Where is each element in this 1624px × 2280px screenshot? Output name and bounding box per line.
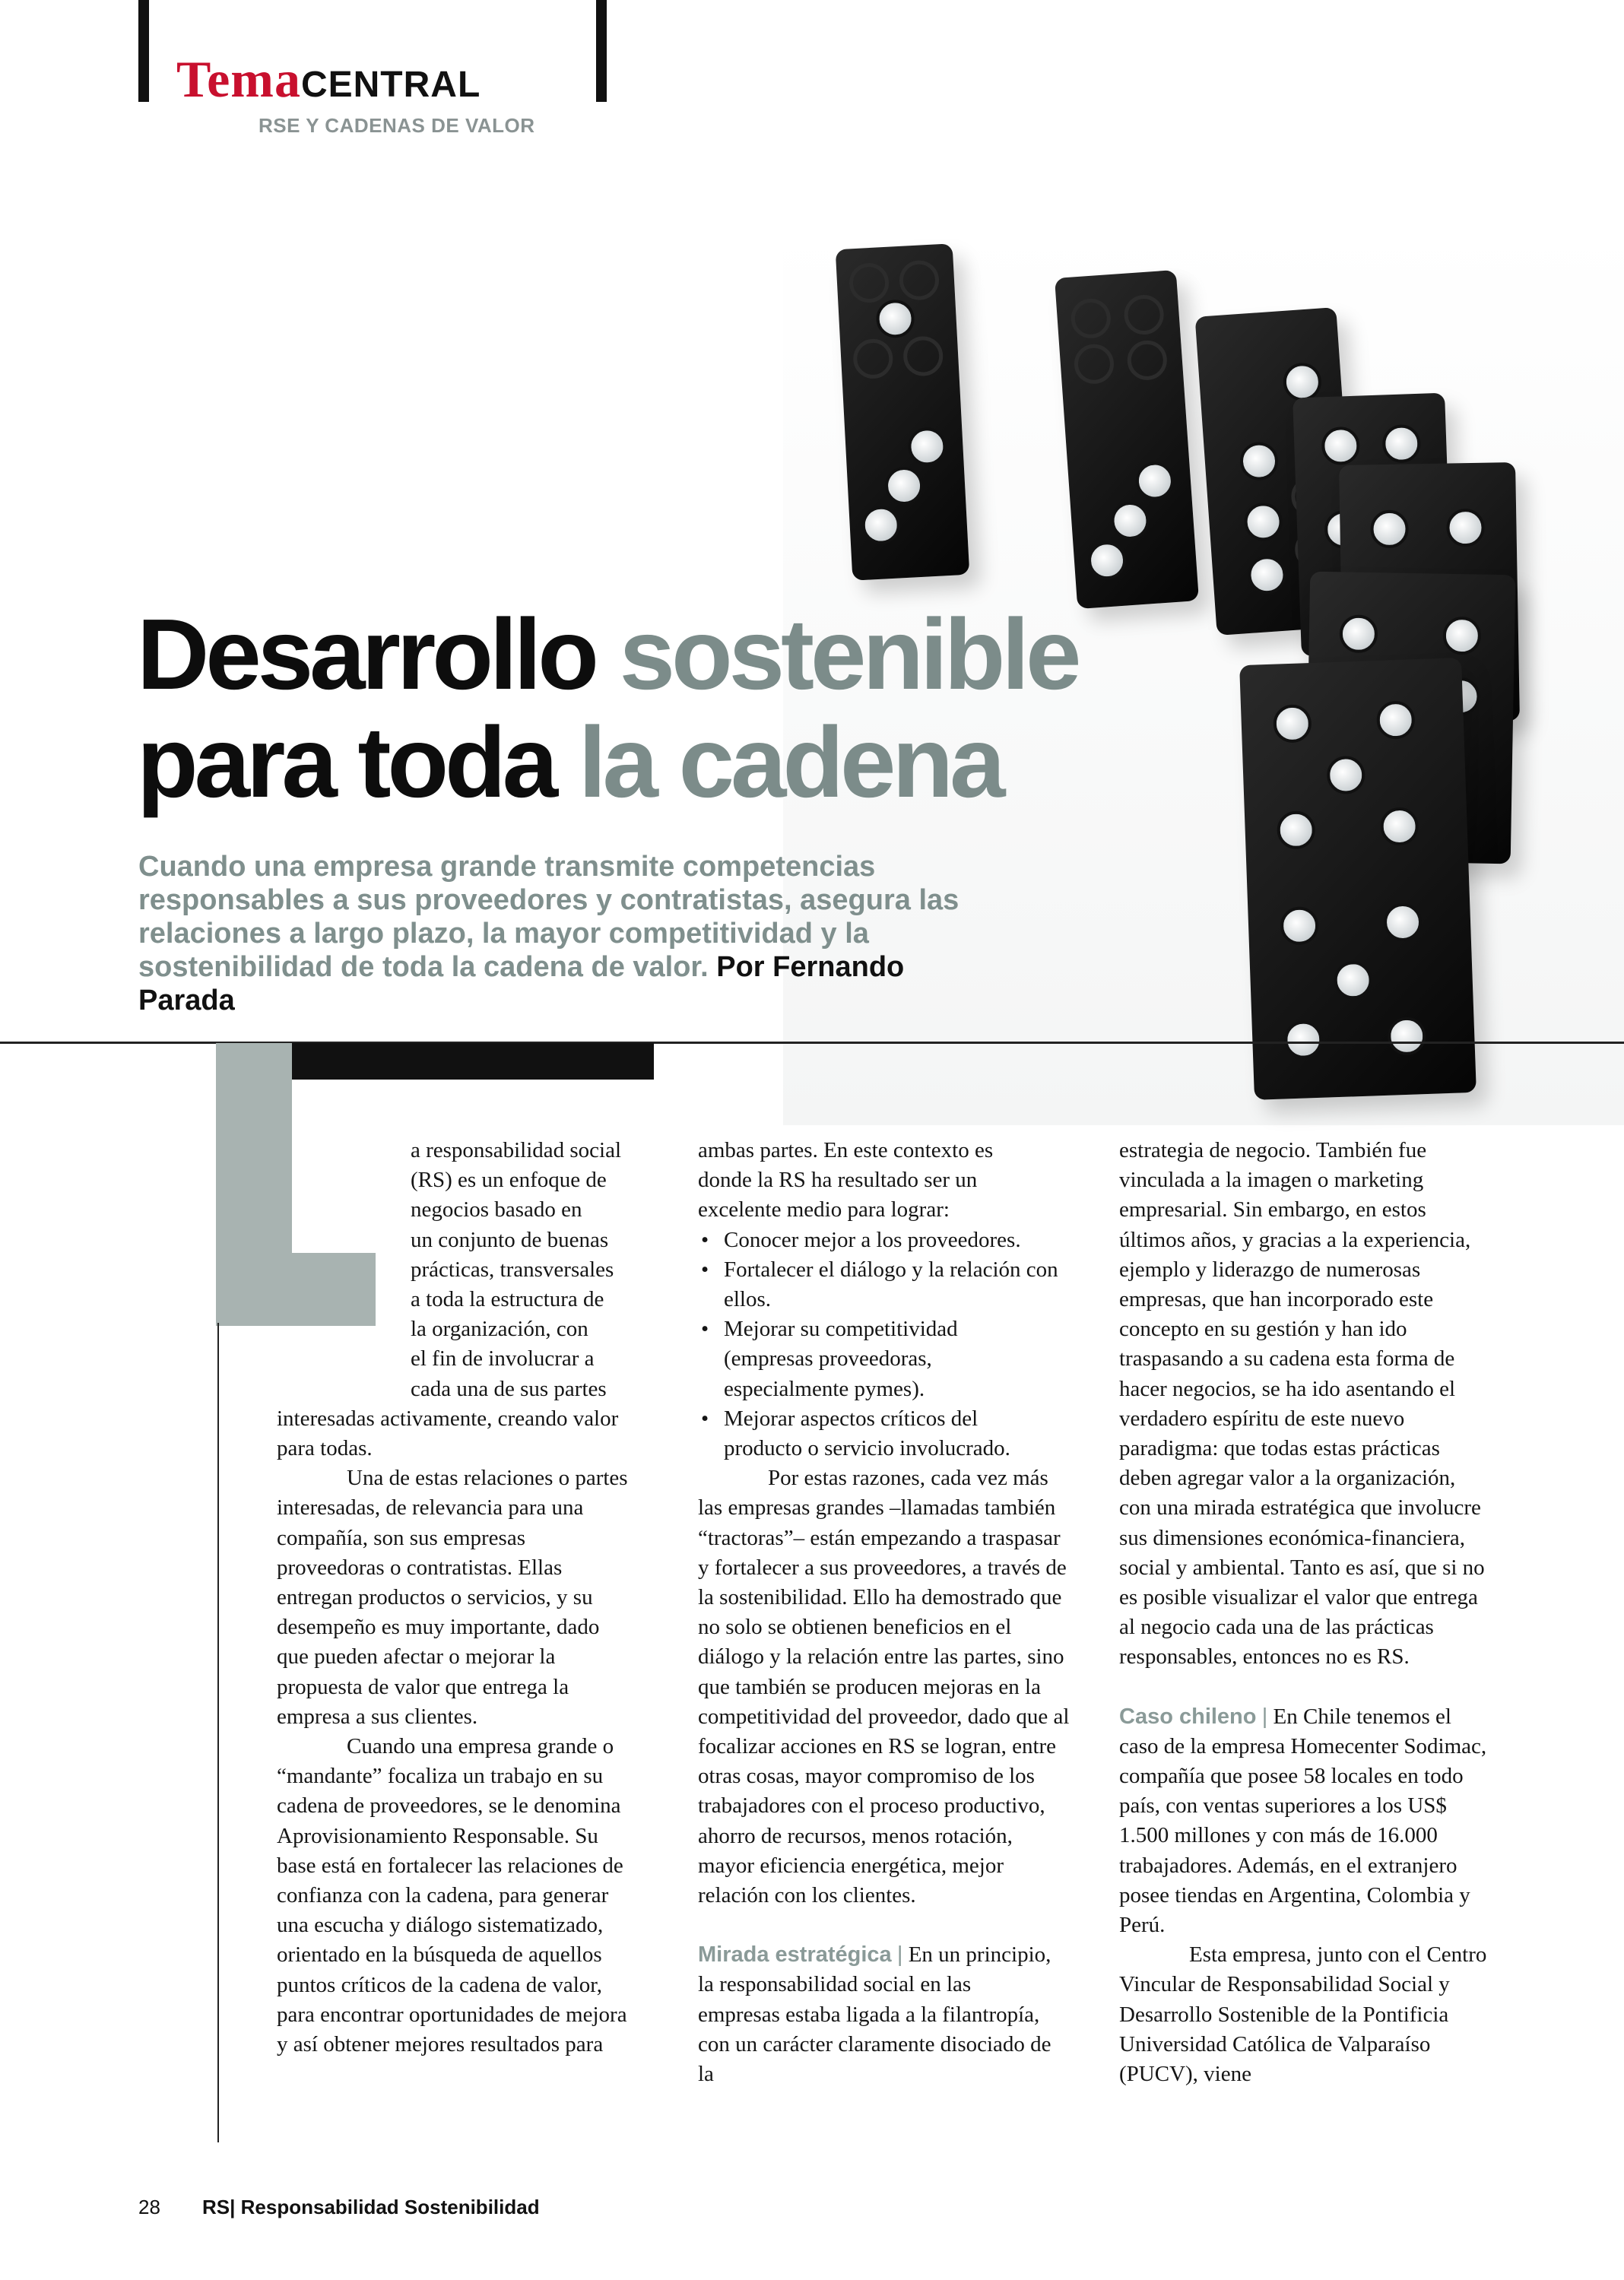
intro-line: prácticas, transversales: [411, 1257, 614, 1282]
subhead-mirada: Mirada estratégica: [698, 1942, 892, 1968]
brand-central: central: [300, 50, 481, 108]
list-item: • Fortalecer el diálogo y la relación con ellos.: [698, 1255, 1058, 1314]
paragraph-text: En Chile tenemos el caso de la empresa Homecenter Sodimac, compañía que posee 58 locales en todo país, con ventas superiores a los US$ 1.500 millones y con más de 16.000 trabajadores. Además, en el extranjero posee tiendas en Argentina, Colombia y Perú.: [1119, 1704, 1487, 1938]
list-item: • Mejorar su competitividad (empresas proveedoras, especialmente pymes).: [698, 1314, 1013, 1404]
intro-line: a responsabilidad social: [411, 1138, 622, 1162]
paragraph: [1119, 1702, 1492, 1941]
intro-line: negocios basado en: [411, 1197, 582, 1222]
title-line1-dark: Desarrollo: [137, 598, 595, 710]
paragraph: Cuando una empresa grande o “mandante” focaliza un trabajo en su cadena de proveedores, se le denomina Aprovisionamiento Responsable. Su base está en fortalecer las relaciones de confianza con la cadena, para generar una escucha y diálogo sistematizado, orientado en la búsqueda de aquellos puntos críticos de la cadena de valor, para encontrar oportunidades de mejora y así obtener mejores resultados para: [277, 1734, 627, 2057]
byline: Por Fernando Parada: [138, 951, 905, 1016]
intro-line: (RS) es un enfoque de: [411, 1168, 607, 1193]
title-line1-accent: sostenible: [619, 598, 1078, 710]
domino-1: [836, 243, 970, 580]
footer-mag-abbr: RS: [202, 2196, 230, 2218]
header-bar-right: [596, 0, 607, 102]
title-line2-accent: la cadena: [578, 706, 1002, 818]
intro-line: la organización, con: [411, 1317, 588, 1342]
column-rule: [217, 1323, 219, 2142]
body-column-3: [1119, 1136, 1499, 2089]
domino-7: [1239, 658, 1477, 1100]
footer-mag-name: Responsabilidad Sostenibilidad: [240, 2196, 540, 2218]
list-item: • Conocer mejor a los proveedores.: [698, 1226, 1071, 1255]
paragraph: [698, 1940, 1055, 2089]
brand-tema: Tema: [176, 50, 301, 108]
paragraph: estrategia de negocio. También fue vinculada a la imagen o marketing empresarial. Sin embargo, en estos últimos años, y gracias a la experiencia, ejemplo y liderazgo de numerosas empresas, que han incorporado este concepto en su gestión y han ido traspasando a su cadena esta forma de hacer negocios, se ha ido asentando el verdadero espíritu de este nuevo paradigma: que todas estas prácticas deben agregar valor a la organización, con una mirada estratégica que involucre sus dimensiones económica-financiera, social y ambiental. Tanto es así, que si no es posible visualizar el valor que entrega al negocio cada una de las prácticas responsables, entonces no es RS.: [1119, 1138, 1485, 1670]
header-bar-left: [138, 0, 149, 102]
paragraph: interesadas activamente, creando valor para todas.: [277, 1406, 619, 1461]
list-item: • Mejorar aspectos críticos del producto o servicio involucrado.: [698, 1404, 1043, 1463]
subhead-separator: |: [896, 1942, 903, 1968]
footer-magazine: [202, 2196, 540, 2219]
article-title: [137, 598, 1078, 818]
title-line2-dark: para toda: [137, 706, 555, 818]
body-column-2: [698, 1136, 1071, 2089]
lede-text: Cuando una empresa grande transmite competencias responsables a sus proveedores y contratistas, asegura las relaciones a largo plazo, la mayor competitividad y la sostenibilidad de toda la cadena de valor.: [138, 851, 959, 983]
article-lede: [138, 850, 990, 1017]
paragraph: Por estas razones, cada vez más las empresas grandes –llamadas también “tractoras”– están empezando a traspasar y fortalecer a sus proveedores, a través de la sostenibilidad. Ello ha demostrado que no solo se obtienen beneficios en el diálogo y la relación entre las partes, sino que también se producen mejoras en la competitividad del proveedor, dado que al focalizar acciones en RS se logran, entre otras cosas, mayor compromiso de los trabajadores con el proceso productivo, ahorro de recursos, menos rotación, mayor eficiencia energética, mejor relación con los clientes.: [698, 1466, 1070, 1908]
paragraph: Una de estas relaciones o partes interesadas, de relevancia para una compañía, son sus empresas proveedoras o contratistas. Ellas entregan productos o servicios, y su desempeño es muy importante, dado que pueden afectar o mejorar la propuesta de valor que entrega la empresa a sus clientes.: [277, 1466, 628, 1729]
intro-line: a toda la estructura de: [411, 1287, 604, 1312]
subhead-caso: Caso chileno: [1119, 1704, 1257, 1729]
section-brand: [176, 50, 481, 108]
subhead-separator: |: [1261, 1704, 1268, 1729]
intro-line: cada una de sus partes: [411, 1376, 607, 1401]
intro-line: un conjunto de buenas: [411, 1227, 609, 1252]
bullet-list: [698, 1226, 1071, 1464]
page-number: 28: [138, 2196, 160, 2218]
body-column-1: [277, 1136, 642, 2060]
intro-line: el fin de involucrar a: [411, 1346, 595, 1371]
paragraph: ambas partes. En este contexto es donde la RS ha resultado ser un excelente medio para lograr:: [698, 1138, 994, 1222]
paragraph-text: En un principio, la responsabilidad social en las empresas estaba ligada a la filantropía, con un carácter claramente disociado de la: [698, 1942, 1051, 2087]
domino-2: [1055, 270, 1199, 609]
paragraph: Esta empresa, junto con el Centro Vincular de Responsabilidad Social y Desarrollo Sostenible de la Pontificia Universidad Católica de Valparaíso (PUCV), viene: [1119, 1942, 1487, 2087]
section-label: RSE Y CADENAS DE VALOR: [259, 114, 535, 137]
footer-sep: |: [230, 2196, 236, 2218]
